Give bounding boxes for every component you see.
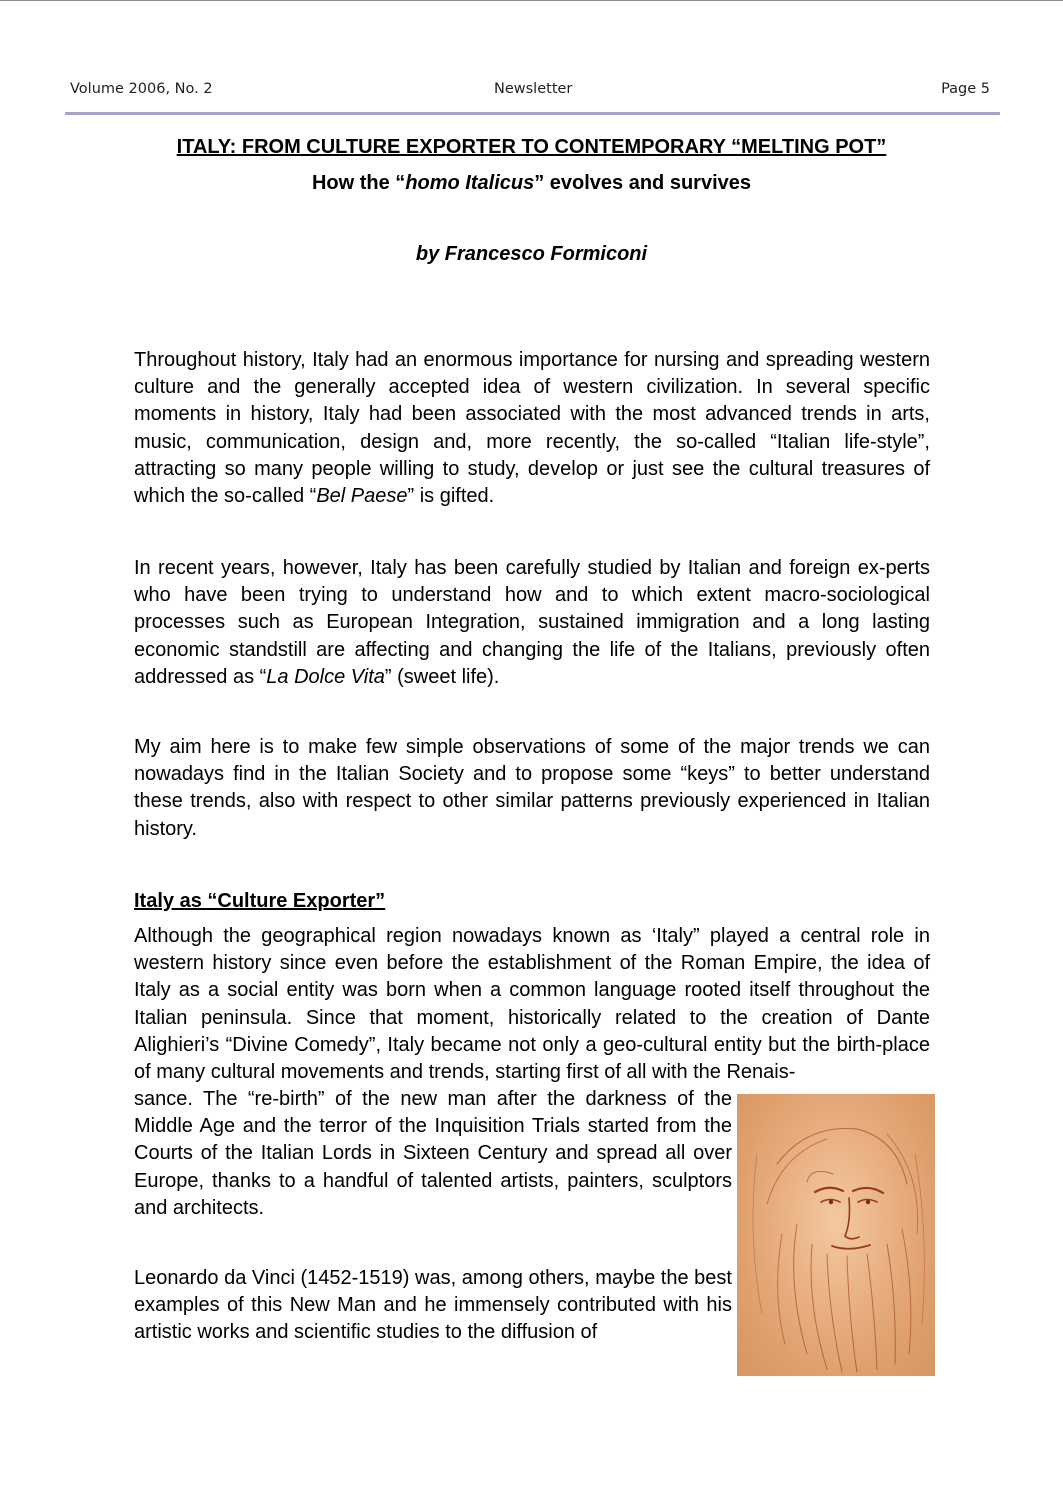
paragraph-renaissance: sance. The “re-birth” of the new man after the darkness of the Middle Age and the terror of the Inquisition Trials started from the Courts of the Italian Lords in Sixteen Century and spread all over Europe, thanks to a handful of talented artists, painters, sculptors and architects. <box>134 1088 732 1219</box>
top-border <box>0 0 1063 1</box>
article-subtitle <box>0 172 1063 195</box>
paragraph-geography: Although the geographical region nowadays known as ‘Italy” played a central role in western history since even before the establishment of the Roman Empire, the idea of Italy as a social entity was born when a common language rooted itself throughout the Italian peninsula. Since that moment, historically related to the creation of Dante Alighieri’s “Divine Comedy”, Italy became not only a geo-cultural entity but the birth-place of many cultural movements and trends, starting first of all with the Renais- <box>134 925 930 1084</box>
paragraph-intro-end: ” is gifted. <box>407 485 495 508</box>
subtitle-emphasis: homo Italicus <box>405 172 535 194</box>
section-heading-culture-exporter: Italy as “Culture Exporter” <box>134 890 386 912</box>
paragraph-aim: My aim here is to make few simple observations of some of the major trends we can nowadays find in the Italian Society and to propose some “keys” to better understand these trends, also with respect to other similar patterns previously experienced in Italian history. <box>134 736 930 840</box>
header-section: Newsletter <box>494 81 573 97</box>
paragraph-intro <box>134 347 930 510</box>
paragraph-recent-years-end: ” (sweet life). <box>384 665 500 688</box>
header-page-number: Page 5 <box>941 81 990 97</box>
subtitle-pre: How the “ <box>311 172 406 194</box>
header-divider <box>65 112 1000 115</box>
leonardo-portrait-image <box>737 1094 935 1376</box>
header-volume: Volume 2006, No. 2 <box>70 81 213 97</box>
bel-paese-emphasis: Bel Paese <box>316 485 408 508</box>
leonardo-portrait-sketch <box>737 1094 935 1376</box>
paragraph-intro-text: Throughout history, Italy had an enormous importance for nursing and spreading western culture and the generally accepted idea of western civilization. In several specific moments in history, Italy had been associated with the most advanced trends in arts, music, communication, design and, more recently, the so-called “Italian life-style”, attracting so many people willing to study, develop or just see the cultural treasures of which the so-called “ <box>134 349 930 508</box>
paragraph-recent-years <box>134 555 930 691</box>
article-byline: by Francesco Formiconi <box>415 243 648 265</box>
subtitle-post: ” evolves and survives <box>534 172 752 194</box>
article-title: ITALY: FROM CULTURE EXPORTER TO CONTEMPORARY “MELTING POT” <box>176 136 887 158</box>
paragraph-recent-years-text: In recent years, however, Italy has been carefully studied by Italian and foreign ex-perts who have been trying to understand how and to which extent macro-sociological processes such as European Integration, sustained immigration and a long lasting economic standstill are affecting and changing the life of the Italians, previously often addressed as “ <box>134 557 930 688</box>
paragraph-leonardo: Leonardo da Vinci (1452-1519) was, among others, maybe the best examples of this New Man and he immensely contributed with his artistic works and scientific studies to the diffusion of <box>134 1267 732 1344</box>
dolce-vita-emphasis: La Dolce Vita <box>266 665 385 688</box>
